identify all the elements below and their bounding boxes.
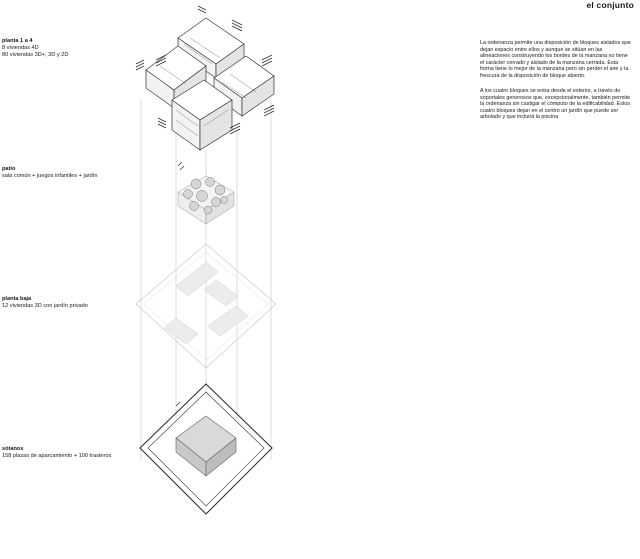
level-heading: sótanos: [2, 446, 24, 452]
level-heading: planta baja: [2, 296, 32, 302]
basement-level: [140, 384, 272, 514]
level-line: 158 plazas de aparcamiento + 100 trasteros: [2, 453, 112, 459]
level-line: sala común + juegos infantiles + jardín: [2, 173, 98, 179]
level-heading: planta 1 a 4: [2, 38, 33, 44]
level-line: 12 viviendas 3D con jardín privado: [2, 303, 88, 309]
level-line: 80 viviendas 3D+, 3D y 2D: [2, 52, 69, 58]
residential-blocks: [146, 18, 274, 150]
level-line: 8 viviendas 4D: [2, 45, 39, 51]
description-paragraph-1: La ordenanza permite una disposición de bloques aislados que dejan espacio entre ellos y aunque se sitúan en las alineaciones construyendo los bordes de la manzana no tiene el carácter cerrado y aislado de la manzana cerrada. Esta forma tiene lo mejor de la manzana pero sin perder el aire y la frescura de la disposición de bloque abierto.: [480, 40, 631, 79]
description-paragraph-2: A los cuatro bloques se entra desde el exterior, a través de soportales generosos que, excepcionalmente, también permite la ordenanza sin castigar el cómputo de la edificabilidad. Estos cuatro bloques dejan en el centro un jardín que puede ser arbolado y que incluirá la piscina: [480, 88, 631, 121]
level-heading: patio: [2, 166, 16, 172]
page-title: el conjunto: [586, 0, 634, 10]
